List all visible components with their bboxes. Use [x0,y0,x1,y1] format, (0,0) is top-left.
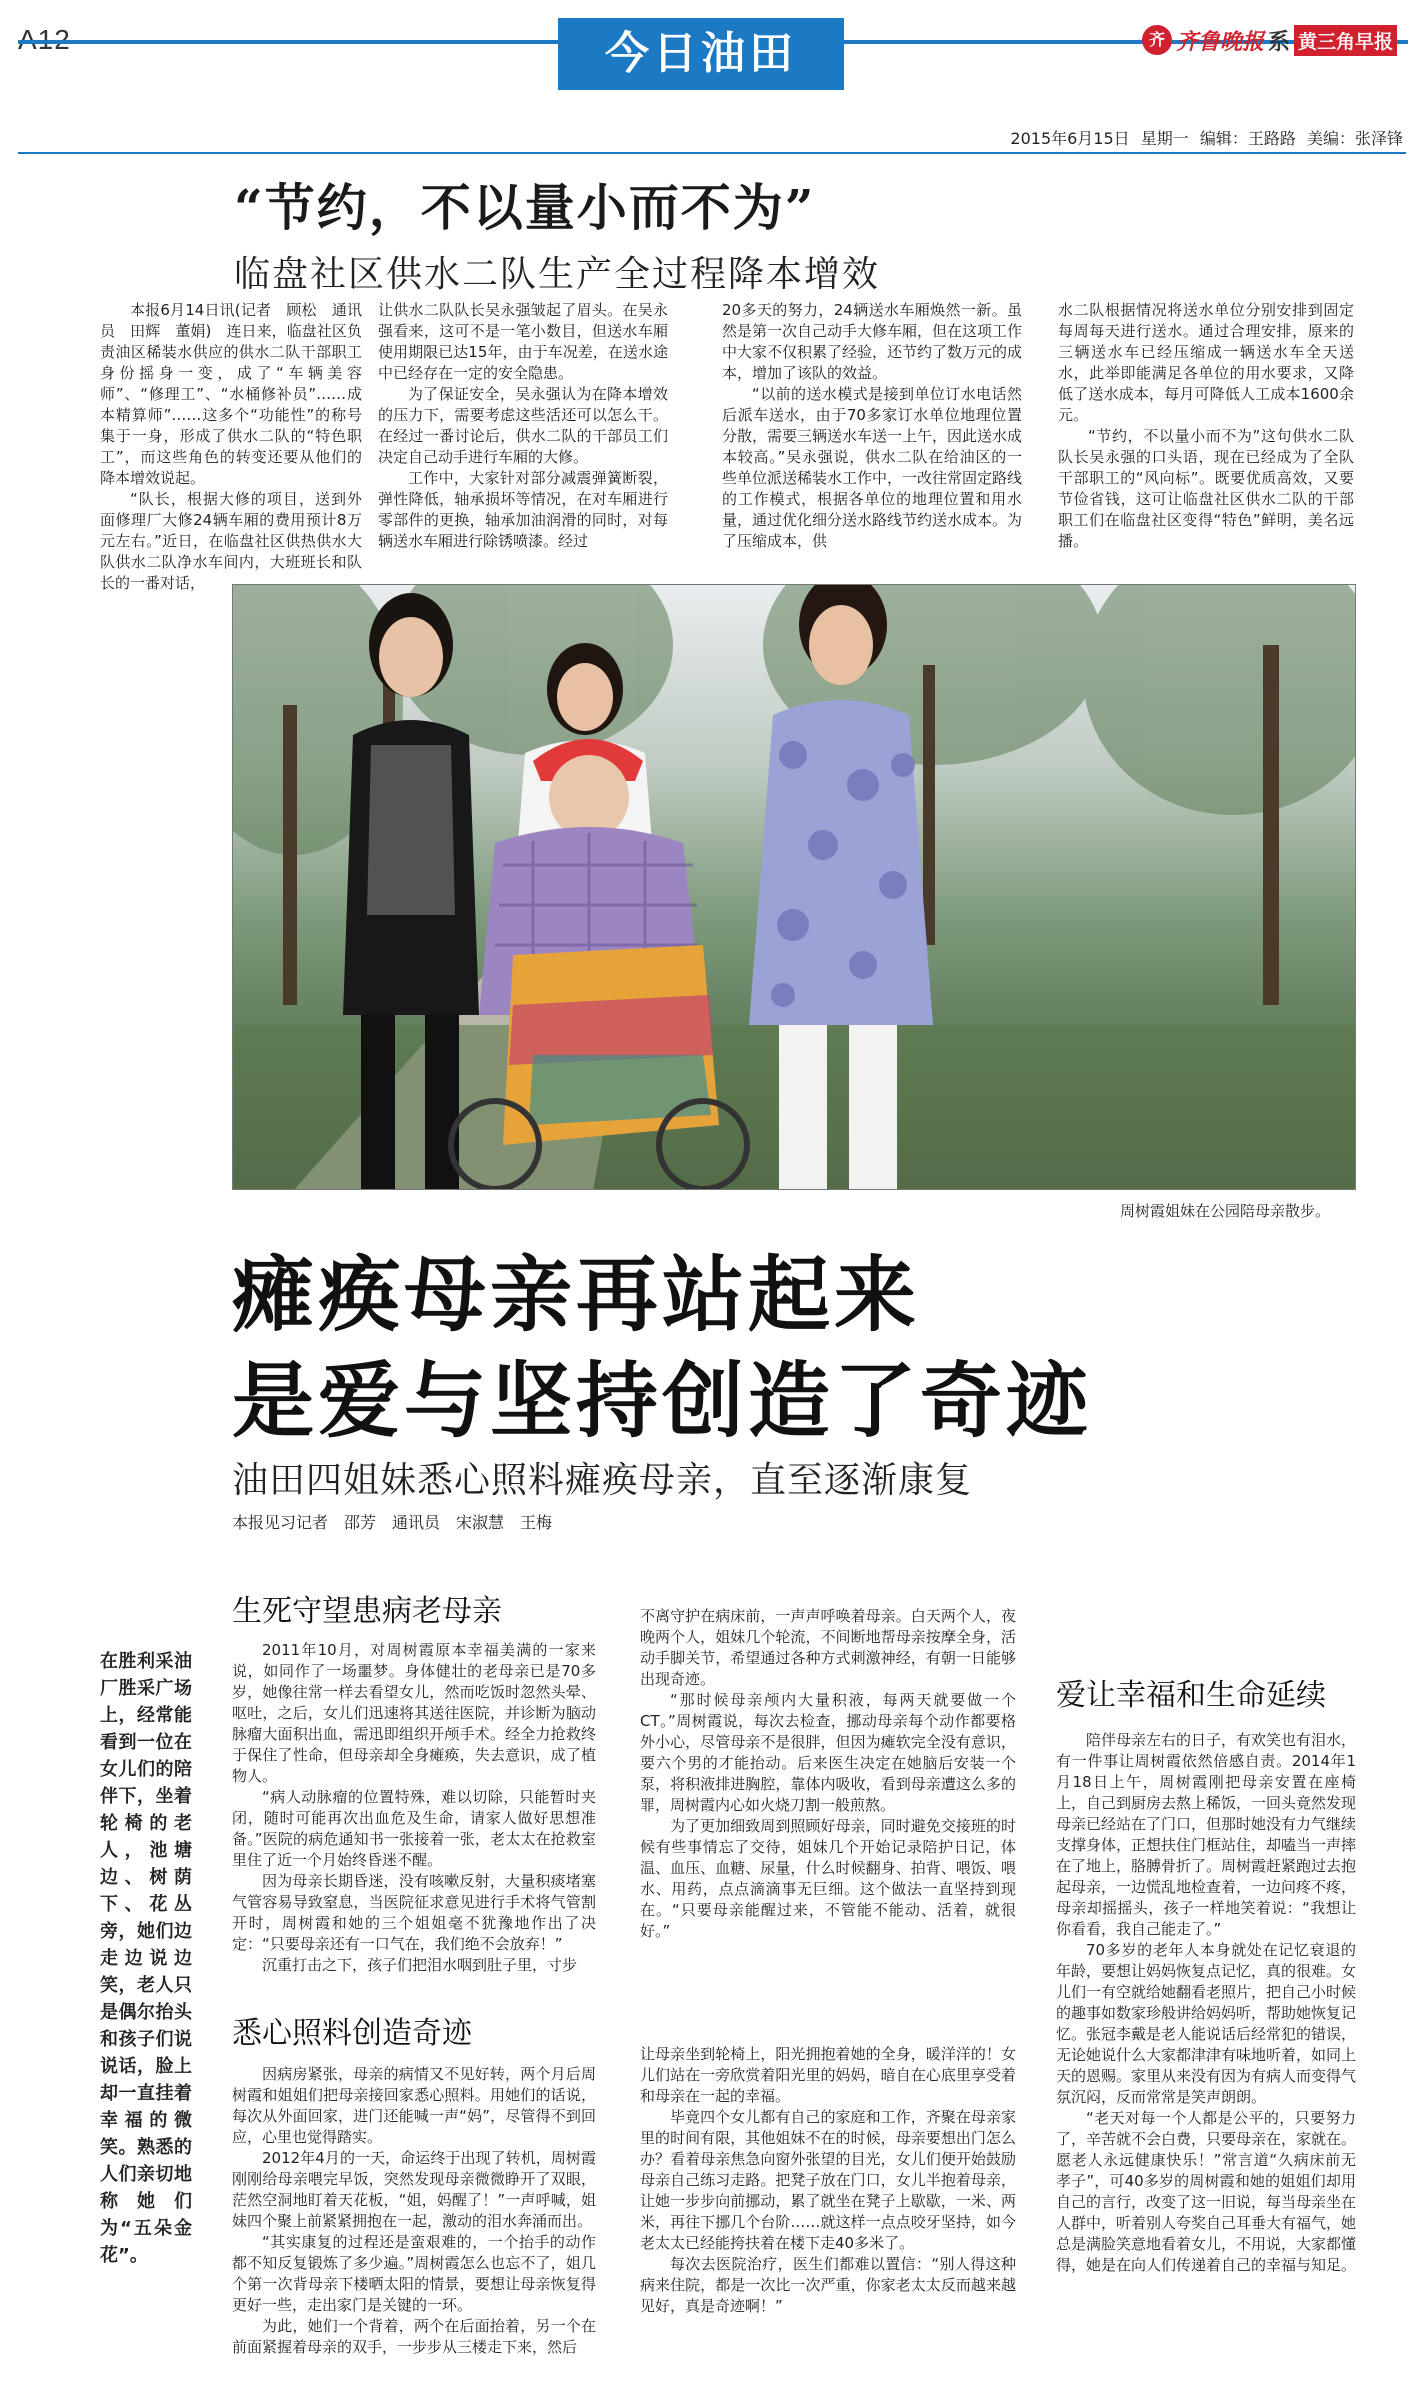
section1-column-2 [640,1606,1016,1942]
paragraph: “病人动脉瘤的位置特殊，难以切除，只能暂时夹闭，随时可能再次出血危及生命，请家人做好思想准备。”医院的病危通知书一张接着一张，老太太在抢救室里住了近一个月始终昏迷不醒。 [232,1788,596,1869]
section1-title: 生死守望患病老母亲 [232,1594,502,1629]
article1-column-3 [722,300,1022,552]
article2-headline-line-2: 是爱与坚持创造了奇迹 [232,1354,1093,1449]
paragraph: 陪伴母亲左右的日子，有欢笑也有泪水，有一件事让周树霞依然倍感自责。2014年1月18日上午，周树霞刚把母亲安置在座椅上，自己到厨房去熬上稀饭，一回头竟然发现母亲已经站在了门口，但那时她没有力气继续支撑身体，正想扶住门框站住，却嗑当一声摔在了地上，胳膊骨折了。周树霞赶紧跑过去抱起母亲，一边慌乱地检查着，一边问疼不疼，母亲却摇摇头，孩子一样地笑着说：“我想让你看看，我自己能走了。” [1056,1731,1357,1938]
article2-byline: 本报见习记者 邵芳 通讯员 宋淑慧 王梅 [232,1513,553,1532]
article1-column-1 [100,300,362,594]
paragraph: “队长，根据大修的项目，送到外面修理厂大修24辆车厢的费用预计8万元左右。”近日，在临盘社区供热供水大队供水二队净水车间内，大班班长和队长的一番对话， [100,490,362,592]
dateline [1010,126,1403,149]
paragraph: 20多天的努力，24辆送水车厢焕然一新。虽然是第一次自己动手大修车厢，但在这项工作中大家不仅积累了经验，还节约了数万元的成本，增加了该队的效益。 [722,301,1023,382]
paragraph: 水二队根据情况将送水单位分别安排到固定每周每天进行送水。通过合理安排，原来的三辆送水车已经压缩成一辆送水车全天送水，此举即能满足各单位的用水要求，又降低了送水成本，每月可降低人工成本1600余元。 [1058,301,1354,424]
brand-logo-icon: 齐 [1142,25,1172,55]
section1-column-1 [232,1640,596,1976]
designer-credit: 美编：张泽锋 [1306,129,1403,148]
section2-column-2 [640,2044,1016,2317]
paragraph: 为了更加细致周到照顾好母亲，同时避免交接班的时候有些事情忘了交待，姐妹几个开始记录陪护日记，体温、血压、血糖、尿量，什么时候翻身、拍背、喂饭、喂水、用药，点点滴滴事无巨细。这个做法一直坚持到现在。“只要母亲能醒过来，不管能不能动、活着，就很好。” [640,1817,1016,1940]
article1-subtitle: 临盘社区供水二队生产全过程降本增效 [234,254,881,295]
article2-subtitle: 油田四姐妹悉心照料瘫痪母亲，直至逐渐康复 [232,1460,973,1501]
paragraph: 本报6月14日讯(记者 顾松 通讯员 田辉 董娟) 连日来，临盘社区负责油区稀装水供应的供水二队干部职工身份摇身一变，成了“车辆美容师”、“修理工”、“水桶修补员”……成本精算师”……这多个“功能性”的称号集于一身，形成了供水二队的“特色职工”，而这些角色的转变还要从他们的降本增效说起。 [100,301,362,487]
paragraph: 70多岁的老年人本身就处在记忆衰退的年龄，要想让妈妈恢复点记忆，真的很难。女儿们一有空就给她翻看老照片，把自己小时候的趣事如数家珍般讲给妈妈听，帮助她恢复记忆。张冠李戴是老人能说话后经常犯的错误，无论她说什么大家都津津有味地听着，如同上天的恩赐。家里从来没有因为有病人而变得气氛沉闷，反而常常是笑声朗朗。 [1056,1941,1357,2106]
paragraph: 2011年10月，对周树霞原本幸福美满的一家来说，如同作了一场噩梦。身体健壮的老母亲已是70多岁，她像往常一样去看望女儿，然而吃饭时忽然头晕、呕吐，之后，女儿们迅速将其送往医院，并诊断为脑动脉瘤大面积出血，需迅即组织开颅手术。经全力抢救终于保住了性命，但母亲却全身瘫痪，失去意识，成了植物人。 [232,1641,596,1785]
paragraph: 为了保证安全，吴永强认为在降本增效的压力下，需要考虑这些活还可以怎么干。在经过一番讨论后，供水二队的干部员工们决定自己动手进行车厢的大修。 [378,385,668,466]
article2-sidebar-intro: 在胜利采油厂胜采广场上，经常能看到一位在女儿们的陪伴下，坐着轮椅的老人，池塘边、树荫下、花丛旁，她们边走边说边笑，老人只是偶尔抬头和孩子们说说话，脸上却一直挂着幸福的微笑。熟悉的人们亲切地称她们为“五朵金花”。 [100,1651,192,2266]
paragraph: 2012年4月的一天，命运终于出现了转机，周树霞刚刚给母亲喂完早饭，突然发现母亲微微睁开了双眼，茫然空洞地盯着天花板，“姐，妈醒了！”一声呼喊，姐妹四个聚上前紧紧拥抱在一起，激动的泪水奔涌而出。 [232,2149,596,2230]
brand-name: 齐鲁晚报 [1176,28,1265,55]
section3-column [1056,1730,1356,2276]
paragraph: “以前的送水模式是接到单位订水电话然后派车送水，由于70多家订水单位地理位置分散，需要三辆送水车送一上午，因此送水成本较高。”吴永强说，供水二队在给油区的一些单位派送稀装水工作中，一改往常固定路线的工作模式，根据各单位的地理位置和用水量，通过优化细分送水路线节约送水成本。为了压缩成本，供 [722,385,1023,550]
paragraph: 因病房紧张，母亲的病情又不见好转，两个月后周树霞和姐姐们把母亲接回家悉心照料。用她们的话说，每次从外面回家，进门还能喊一声“妈”，尽管得不到回应，心里也觉得踏实。 [232,2065,596,2146]
article2-headline-line-1: 瘫痪母亲再站起来 [232,1248,921,1343]
paragraph: 每次去医院治疗，医生们都难以置信：“别人得这种病来住院，都是一次比一次严重，你家老太太反而越来越见好，真是奇迹啊！” [640,2255,1016,2315]
section3-title: 爱让幸福和生命延续 [1056,1678,1326,1713]
paragraph: “其实康复的过程还是蛮艰难的，一个抬手的动作都不知反复锻炼了多少遍。”周树霞怎么也忘不了，姐几个第一次背母亲下楼晒太阳的情景，要想让母亲恢复得更好一些，走出家门是关键的一环。 [232,2233,596,2314]
photo-caption: 周树霞姐妹在公园陪母亲散步。 [1120,1202,1331,1220]
paragraph: 让母亲坐到轮椅上，阳光拥抱着她的全身，暖洋洋的！女儿们站在一旁欣赏着阳光里的妈妈，暗自在心底里享受着和母亲在一起的幸福。 [640,2045,1016,2105]
issue-weekday: 星期一 [1140,129,1189,148]
article1-column-4 [1058,300,1354,552]
paragraph: 工作中，大家针对部分减震弹簧断裂，弹性降低，轴承损坏等情况，在对车厢进行零部件的更换，轴承加油润滑的同时，对每辆送水车厢进行除锈喷漆。经过 [378,469,668,550]
paragraph: 沉重打击之下，孩子们把泪水咽到肚子里，寸步 [262,1956,578,1974]
article1-column-2 [378,300,668,552]
issue-date: 2015年6月15日 [1010,129,1130,148]
paragraph: “节约，不以量小而不为”这句供水二队队长吴永强的口头语，现在已经成为了全队干部职工的“风向标”。既要优质高效，又要节俭省钱，这可让临盘社区供水二队的干部职工们在临盘社区变得“特色”鲜明，美名远播。 [1058,427,1354,550]
paragraph: 不离守护在病床前，一声声呼唤着母亲。白天两个人，夜晚两个人，姐妹几个轮流，不间断地帮母亲按摩全身，活动手脚关节，希望通过各种方式刺激神经，有朝一日能够出现奇迹。 [640,1607,1016,1688]
paragraph: “那时候母亲颅内大量积液，每两天就要做一个CT。”周树霞说，每次去检查，挪动母亲每个动作都要格外小心，尽管母亲不是很胖，但因为瘫软完全没有意识，要六个男的才能抬动。后来医生决定在她脑后安装一个泵，将积液排进胸腔，靠体内吸收，看到母亲遭这么多的罪，周树霞内心如火烧刀割一般煎熬。 [640,1691,1016,1814]
dateline-rule [18,152,1406,154]
article1-title: “节约，不以量小而不为” [234,178,816,237]
editor-credit: 编辑：王路路 [1199,129,1296,148]
paragraph: 毕竟四个女儿都有自己的家庭和工作，齐聚在母亲家里的时间有限，其他姐妹不在的时候，母亲要想出门怎么办？看着母亲焦急向窗外张望的目光，女儿们便开始鼓励母亲自己练习走路。把凳子放在门口，女儿半抱着母亲，让她一步步向前挪动，累了就坐在凳子上歇歇，一米、两米，再往下挪几个台阶……就这样一点点咬牙坚持，如今老太太已经能挎扶着在楼下走40多米了。 [640,2108,1016,2252]
section2-title: 悉心照料创造奇迹 [232,2016,472,2051]
section2-column-1 [232,2064,596,2358]
section-title: 今日油田 [558,18,844,90]
newspaper-brand [1142,20,1404,60]
photo-illustration [233,585,1356,1190]
paragraph: 让供水二队队长吴永强皱起了眉头。在吴永强看来，这可不是一笔小数目，但送水车厢使用期限已达15年，由于车况差，在送水途中已经存在一定的安全隐患。 [378,301,668,382]
paragraph: 因为母亲长期昏迷，没有咳嗽反射，大量积痰堵塞气管容易导致窒息，当医院征求意见进行手术将气管割开时，周树霞和她的三个姐姐毫不犹豫地作出了决定：“只要母亲还有一口气在，我们绝不会放弃！” [232,1872,596,1953]
brand-sub: 黄三角早报 [1294,25,1397,56]
brand-suffix: 系 [1268,29,1291,55]
paragraph: “老天对每一个人都是公平的，只要努力了，辛苦就不会白费，只要母亲在，家就在。愿老人永远健康快乐！”常言道“久病床前无孝子”，可40多岁的周树霞和她的姐姐们却用自己的言行，改变了这一旧说，每当母亲坐在人群中，听着别人夸奖自己耳垂大有福气，她总是满脸笑意地看着女儿，不用说，大家都懂得，她是在向人们传递着自己的幸福与知足。 [1056,2109,1357,2274]
feature-photo [232,584,1356,1190]
paragraph: 为此，她们一个背着，两个在后面抬着，另一个在前面紧握着母亲的双手，一步步从三楼走下来，然后 [232,2317,596,2356]
